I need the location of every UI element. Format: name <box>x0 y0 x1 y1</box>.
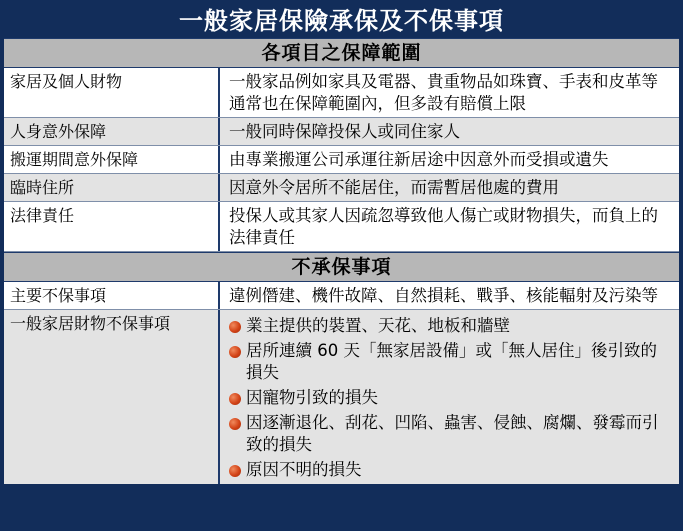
row-description: 一般家品例如家具及電器、貴重物品如珠寶、手表和皮革等通常也在保障範圍內，但多設有賠償上限 <box>229 72 658 113</box>
list-item-text: 業主提供的裝置、天花、地板和牆壁 <box>246 316 510 335</box>
table-row <box>4 118 679 146</box>
bullet-circle-icon <box>229 393 241 405</box>
bullet-circle-icon <box>229 321 241 333</box>
row-description: 投保人或其家人因疏忽導致他人傷亡或財物損失，而負上的法律責任 <box>229 206 658 247</box>
list-item-text: 原因不明的損失 <box>246 460 362 479</box>
row-description: 因意外令居所不能居住，而需暫居他處的費用 <box>229 178 559 197</box>
row-description: 由專業搬運公司承運往新居途中因意外而受損或遺失 <box>229 150 609 169</box>
list-item <box>229 338 671 385</box>
bullet-list <box>220 310 679 484</box>
table-row <box>4 282 679 310</box>
page-title: 一般家居保險承保及不保事項 <box>179 7 504 35</box>
table-row <box>4 310 679 484</box>
table-row <box>4 174 679 202</box>
bullet-circle-icon <box>229 418 241 430</box>
row-description: 一般同時保障投保人或同住家人 <box>229 122 460 141</box>
list-item-text: 因寵物引致的損失 <box>246 388 378 407</box>
row-label: 法律責任 <box>4 202 220 251</box>
section-header-covered: 各項目之保障範圍 <box>4 38 679 68</box>
row-label: 搬運期間意外保障 <box>4 146 220 173</box>
row-label: 主要不保事項 <box>4 282 220 309</box>
row-label: 一般家居財物不保事項 <box>4 310 220 484</box>
list-item <box>229 385 671 410</box>
list-item <box>229 313 671 338</box>
row-label: 人身意外保障 <box>4 118 220 145</box>
row-label: 臨時住所 <box>4 174 220 201</box>
bullet-circle-icon <box>229 465 241 477</box>
list-item <box>229 410 671 457</box>
bullet-circle-icon <box>229 346 241 358</box>
table-row <box>4 68 679 118</box>
row-description: 違例僭建、機件故障、自然損耗、戰爭、核能輻射及污染等 <box>229 286 658 305</box>
section-header-excluded: 不承保事項 <box>4 252 679 282</box>
row-label: 家居及個人財物 <box>4 68 220 117</box>
table-row <box>4 202 679 252</box>
list-item-text: 因逐漸退化、刮花、凹陷、蟲害、侵蝕、腐爛、發霉而引致的損失 <box>246 413 659 454</box>
list-item <box>229 457 671 482</box>
table-row <box>4 146 679 174</box>
list-item-text: 居所連續 60 天「無家居設備」或「無人居住」後引致的損失 <box>246 341 657 382</box>
